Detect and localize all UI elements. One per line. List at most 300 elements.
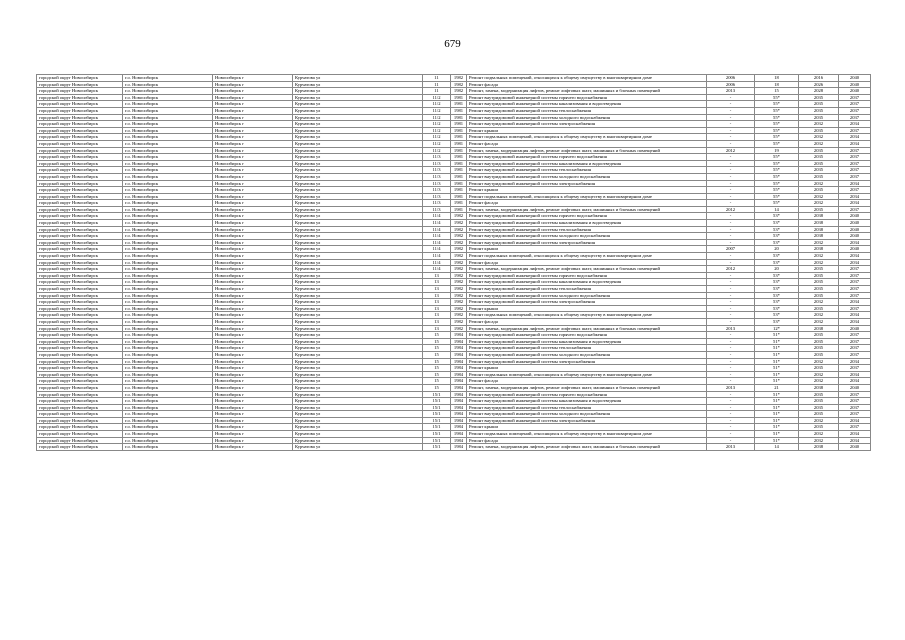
house-number-cell: 11/2 bbox=[423, 121, 451, 128]
house-number-cell: 11/2 bbox=[423, 114, 451, 121]
work-type-cell: Ремонт внутридомовой инженерной системы горячего водоснабжения bbox=[467, 272, 707, 279]
table-row bbox=[37, 140, 871, 147]
plan-end-year-cell: 2037 bbox=[839, 365, 871, 372]
service-life-cell: 55* bbox=[755, 134, 799, 141]
work-type-cell: Ремонт подвальных помещений, относящихся к общему имуществу в многоквартирном доме bbox=[467, 134, 707, 141]
plan-start-year-cell: 2035 bbox=[799, 266, 839, 273]
last-repair-year-cell: - bbox=[707, 173, 755, 180]
plan-end-year-cell: 2037 bbox=[839, 286, 871, 293]
plan-end-year-cell: 2034 bbox=[839, 239, 871, 246]
service-life-cell: 53* bbox=[755, 259, 799, 266]
work-type-cell: Ремонт фасада bbox=[467, 259, 707, 266]
service-life-cell: 51* bbox=[755, 332, 799, 339]
house-number-cell: 11/2 bbox=[423, 94, 451, 101]
settlement-cell: г.о. Новосибирск bbox=[123, 140, 213, 147]
house-number-cell: 13 bbox=[423, 292, 451, 299]
municipality-cell: городской округ Новосибирск bbox=[37, 318, 123, 325]
municipality-cell: городской округ Новосибирск bbox=[37, 398, 123, 405]
build-year-cell: 1982 bbox=[451, 246, 467, 253]
plan-start-year-cell: 2038 bbox=[799, 444, 839, 451]
city-cell: Новосибирск г bbox=[213, 444, 293, 451]
build-year-cell: 1984 bbox=[451, 417, 467, 424]
plan-start-year-cell: 2032 bbox=[799, 259, 839, 266]
street-cell: Курчатова ул bbox=[293, 114, 423, 121]
work-type-cell: Ремонт крыши bbox=[467, 187, 707, 194]
city-cell: Новосибирск г bbox=[213, 391, 293, 398]
build-year-cell: 1982 bbox=[451, 312, 467, 319]
work-type-cell: Ремонт внутридомовой инженерной системы теплоснабжения bbox=[467, 226, 707, 233]
city-cell: Новосибирск г bbox=[213, 107, 293, 114]
settlement-cell: г.о. Новосибирск bbox=[123, 378, 213, 385]
municipality-cell: городской округ Новосибирск bbox=[37, 279, 123, 286]
work-type-cell: Ремонт крыши bbox=[467, 305, 707, 312]
last-repair-year-cell: - bbox=[707, 398, 755, 405]
work-type-cell: Ремонт внутридомовой инженерной системы холодного водоснабжения bbox=[467, 114, 707, 121]
table-row bbox=[37, 378, 871, 385]
plan-end-year-cell: 2034 bbox=[839, 193, 871, 200]
plan-start-year-cell: 2038 bbox=[799, 220, 839, 227]
service-life-cell: 55* bbox=[755, 121, 799, 128]
house-number-cell: 15/1 bbox=[423, 404, 451, 411]
work-type-cell: Ремонт внутридомовой инженерной системы теплоснабжения bbox=[467, 286, 707, 293]
work-type-cell: Ремонт крыши bbox=[467, 127, 707, 134]
work-type-cell: Ремонт внутридомовой инженерной системы электроснабжения bbox=[467, 180, 707, 187]
municipality-cell: городской округ Новосибирск bbox=[37, 114, 123, 121]
table-row bbox=[37, 338, 871, 345]
settlement-cell: г.о. Новосибирск bbox=[123, 134, 213, 141]
municipality-cell: городской округ Новосибирск bbox=[37, 121, 123, 128]
plan-end-year-cell: 2037 bbox=[839, 101, 871, 108]
plan-end-year-cell: 2037 bbox=[839, 292, 871, 299]
work-type-cell: Ремонт фасада bbox=[467, 318, 707, 325]
house-number-cell: 11/4 bbox=[423, 253, 451, 260]
house-number-cell: 11/4 bbox=[423, 213, 451, 220]
plan-end-year-cell: 2034 bbox=[839, 180, 871, 187]
settlement-cell: г.о. Новосибирск bbox=[123, 147, 213, 154]
house-number-cell: 15/1 bbox=[423, 444, 451, 451]
settlement-cell: г.о. Новосибирск bbox=[123, 299, 213, 306]
house-number-cell: 13 bbox=[423, 305, 451, 312]
city-cell: Новосибирск г bbox=[213, 246, 293, 253]
city-cell: Новосибирск г bbox=[213, 160, 293, 167]
house-number-cell: 11/3 bbox=[423, 206, 451, 213]
plan-start-year-cell: 2035 bbox=[799, 154, 839, 161]
table-row bbox=[37, 114, 871, 121]
last-repair-year-cell: 2006 bbox=[707, 81, 755, 88]
last-repair-year-cell: - bbox=[707, 193, 755, 200]
house-number-cell: 15 bbox=[423, 378, 451, 385]
city-cell: Новосибирск г bbox=[213, 424, 293, 431]
plan-end-year-cell: 2037 bbox=[839, 279, 871, 286]
plan-start-year-cell: 2035 bbox=[799, 101, 839, 108]
service-life-cell: 55* bbox=[755, 154, 799, 161]
plan-start-year-cell: 2032 bbox=[799, 193, 839, 200]
plan-start-year-cell: 2028 bbox=[799, 88, 839, 95]
service-life-cell: 55* bbox=[755, 94, 799, 101]
city-cell: Новосибирск г bbox=[213, 180, 293, 187]
plan-end-year-cell: 2037 bbox=[839, 411, 871, 418]
work-type-cell: Ремонт внутридомовой инженерной системы электроснабжения bbox=[467, 299, 707, 306]
settlement-cell: г.о. Новосибирск bbox=[123, 213, 213, 220]
table-row bbox=[37, 437, 871, 444]
house-number-cell: 13 bbox=[423, 279, 451, 286]
municipality-cell: городской округ Новосибирск bbox=[37, 239, 123, 246]
last-repair-year-cell: - bbox=[707, 180, 755, 187]
service-life-cell: 55* bbox=[755, 180, 799, 187]
work-type-cell: Ремонт подвальных помещений, относящихся к общему имуществу в многоквартирном доме bbox=[467, 312, 707, 319]
house-number-cell: 13 bbox=[423, 272, 451, 279]
street-cell: Курчатова ул bbox=[293, 444, 423, 451]
build-year-cell: 1981 bbox=[451, 180, 467, 187]
settlement-cell: г.о. Новосибирск bbox=[123, 81, 213, 88]
plan-end-year-cell: 2034 bbox=[839, 318, 871, 325]
plan-start-year-cell: 2035 bbox=[799, 272, 839, 279]
plan-start-year-cell: 2032 bbox=[799, 378, 839, 385]
municipality-cell: городской округ Новосибирск bbox=[37, 431, 123, 438]
settlement-cell: г.о. Новосибирск bbox=[123, 173, 213, 180]
plan-end-year-cell: 2037 bbox=[839, 424, 871, 431]
municipality-cell: городской округ Новосибирск bbox=[37, 88, 123, 95]
municipality-cell: городской округ Новосибирск bbox=[37, 424, 123, 431]
service-life-cell: 51* bbox=[755, 371, 799, 378]
municipality-cell: городской округ Новосибирск bbox=[37, 167, 123, 174]
work-type-cell: Ремонт внутридомовой инженерной системы электроснабжения bbox=[467, 417, 707, 424]
plan-end-year-cell: 2037 bbox=[839, 305, 871, 312]
municipality-cell: городской округ Новосибирск bbox=[37, 187, 123, 194]
street-cell: Курчатова ул bbox=[293, 167, 423, 174]
build-year-cell: 1981 bbox=[451, 206, 467, 213]
house-number-cell: 11/4 bbox=[423, 259, 451, 266]
house-number-cell: 13 bbox=[423, 325, 451, 332]
house-number-cell: 15 bbox=[423, 332, 451, 339]
plan-start-year-cell: 2038 bbox=[799, 246, 839, 253]
table-row bbox=[37, 384, 871, 391]
city-cell: Новосибирск г bbox=[213, 398, 293, 405]
house-number-cell: 11/3 bbox=[423, 154, 451, 161]
municipality-cell: городской округ Новосибирск bbox=[37, 220, 123, 227]
table-row bbox=[37, 417, 871, 424]
work-type-cell: Ремонт фасада bbox=[467, 81, 707, 88]
build-year-cell: 1981 bbox=[451, 187, 467, 194]
municipality-cell: городской округ Новосибирск bbox=[37, 371, 123, 378]
street-cell: Курчатова ул bbox=[293, 266, 423, 273]
build-year-cell: 1984 bbox=[451, 338, 467, 345]
service-life-cell: 20 bbox=[755, 266, 799, 273]
build-year-cell: 1981 bbox=[451, 114, 467, 121]
build-year-cell: 1981 bbox=[451, 94, 467, 101]
build-year-cell: 1982 bbox=[451, 266, 467, 273]
build-year-cell: 1982 bbox=[451, 318, 467, 325]
city-cell: Новосибирск г bbox=[213, 253, 293, 260]
house-number-cell: 15 bbox=[423, 384, 451, 391]
settlement-cell: г.о. Новосибирск bbox=[123, 200, 213, 207]
city-cell: Новосибирск г bbox=[213, 233, 293, 240]
municipality-cell: городской округ Новосибирск bbox=[37, 272, 123, 279]
plan-start-year-cell: 2032 bbox=[799, 431, 839, 438]
build-year-cell: 1984 bbox=[451, 345, 467, 352]
house-number-cell: 11 bbox=[423, 81, 451, 88]
work-type-cell: Ремонт подвальных помещений, относящихся к общему имуществу в многоквартирном доме bbox=[467, 431, 707, 438]
settlement-cell: г.о. Новосибирск bbox=[123, 253, 213, 260]
municipality-cell: городской округ Новосибирск bbox=[37, 75, 123, 82]
build-year-cell: 1982 bbox=[451, 325, 467, 332]
settlement-cell: г.о. Новосибирск bbox=[123, 154, 213, 161]
municipality-cell: городской округ Новосибирск bbox=[37, 127, 123, 134]
house-number-cell: 15/1 bbox=[423, 424, 451, 431]
house-number-cell: 13 bbox=[423, 286, 451, 293]
settlement-cell: г.о. Новосибирск bbox=[123, 398, 213, 405]
last-repair-year-cell: - bbox=[707, 338, 755, 345]
work-type-cell: Ремонт внутридомовой инженерной системы горячего водоснабжения bbox=[467, 94, 707, 101]
table-row bbox=[37, 312, 871, 319]
build-year-cell: 1981 bbox=[451, 107, 467, 114]
street-cell: Курчатова ул bbox=[293, 75, 423, 82]
municipality-cell: городской округ Новосибирск bbox=[37, 325, 123, 332]
service-life-cell: 18 bbox=[755, 81, 799, 88]
last-repair-year-cell: - bbox=[707, 286, 755, 293]
settlement-cell: г.о. Новосибирск bbox=[123, 127, 213, 134]
plan-end-year-cell: 2034 bbox=[839, 358, 871, 365]
work-type-cell: Ремонт подвальных помещений, относящихся к общему имуществу в многоквартирном доме bbox=[467, 253, 707, 260]
build-year-cell: 1984 bbox=[451, 424, 467, 431]
service-life-cell: 55* bbox=[755, 101, 799, 108]
plan-end-year-cell: 2040 bbox=[839, 75, 871, 82]
city-cell: Новосибирск г bbox=[213, 101, 293, 108]
build-year-cell: 1982 bbox=[451, 226, 467, 233]
work-type-cell: Ремонт фасада bbox=[467, 140, 707, 147]
plan-end-year-cell: 2037 bbox=[839, 127, 871, 134]
city-cell: Новосибирск г bbox=[213, 134, 293, 141]
street-cell: Курчатова ул bbox=[293, 398, 423, 405]
house-number-cell: 15 bbox=[423, 345, 451, 352]
plan-start-year-cell: 2032 bbox=[799, 140, 839, 147]
house-number-cell: 15/1 bbox=[423, 391, 451, 398]
service-life-cell: 51* bbox=[755, 358, 799, 365]
municipality-cell: городской округ Новосибирск bbox=[37, 147, 123, 154]
last-repair-year-cell: - bbox=[707, 253, 755, 260]
city-cell: Новосибирск г bbox=[213, 187, 293, 194]
plan-end-year-cell: 2037 bbox=[839, 167, 871, 174]
municipality-cell: городской округ Новосибирск bbox=[37, 200, 123, 207]
plan-end-year-cell: 2040 bbox=[839, 384, 871, 391]
work-type-cell: Ремонт крыши bbox=[467, 424, 707, 431]
municipality-cell: городской округ Новосибирск bbox=[37, 173, 123, 180]
service-life-cell: 53* bbox=[755, 253, 799, 260]
work-type-cell: Ремонт крыши bbox=[467, 365, 707, 372]
table-row bbox=[37, 75, 871, 82]
settlement-cell: г.о. Новосибирск bbox=[123, 226, 213, 233]
table-row bbox=[37, 292, 871, 299]
street-cell: Курчатова ул bbox=[293, 358, 423, 365]
build-year-cell: 1984 bbox=[451, 378, 467, 385]
last-repair-year-cell: - bbox=[707, 272, 755, 279]
work-type-cell: Ремонт внутридомовой инженерной системы канализования и водоотведения bbox=[467, 338, 707, 345]
work-type-cell: Ремонт подвальных помещений, относящихся к общему имуществу в многоквартирном доме bbox=[467, 193, 707, 200]
plan-start-year-cell: 2035 bbox=[799, 286, 839, 293]
street-cell: Курчатова ул bbox=[293, 384, 423, 391]
plan-start-year-cell: 2038 bbox=[799, 226, 839, 233]
build-year-cell: 1982 bbox=[451, 239, 467, 246]
work-type-cell: Ремонт фасада bbox=[467, 200, 707, 207]
work-type-cell: Ремонт внутридомовой инженерной системы горячего водоснабжения bbox=[467, 391, 707, 398]
street-cell: Курчатова ул bbox=[293, 272, 423, 279]
work-type-cell: Ремонт внутридомовой инженерной системы холодного водоснабжения bbox=[467, 292, 707, 299]
settlement-cell: г.о. Новосибирск bbox=[123, 286, 213, 293]
plan-start-year-cell: 2035 bbox=[799, 107, 839, 114]
table-row bbox=[37, 160, 871, 167]
last-repair-year-cell: - bbox=[707, 391, 755, 398]
last-repair-year-cell: - bbox=[707, 233, 755, 240]
service-life-cell: 55* bbox=[755, 187, 799, 194]
table-row bbox=[37, 391, 871, 398]
house-number-cell: 11/4 bbox=[423, 266, 451, 273]
municipality-cell: городской округ Новосибирск bbox=[37, 259, 123, 266]
service-life-cell: 55* bbox=[755, 200, 799, 207]
street-cell: Курчатова ул bbox=[293, 154, 423, 161]
plan-end-year-cell: 2037 bbox=[839, 94, 871, 101]
municipality-cell: городской округ Новосибирск bbox=[37, 253, 123, 260]
plan-start-year-cell: 2035 bbox=[799, 94, 839, 101]
city-cell: Новосибирск г bbox=[213, 371, 293, 378]
plan-end-year-cell: 2037 bbox=[839, 147, 871, 154]
plan-end-year-cell: 2040 bbox=[839, 213, 871, 220]
table-row bbox=[37, 371, 871, 378]
plan-start-year-cell: 2035 bbox=[799, 305, 839, 312]
settlement-cell: г.о. Новосибирск bbox=[123, 193, 213, 200]
service-life-cell: 53* bbox=[755, 286, 799, 293]
last-repair-year-cell: - bbox=[707, 345, 755, 352]
service-life-cell: 19 bbox=[755, 147, 799, 154]
service-life-cell: 53* bbox=[755, 233, 799, 240]
table-row bbox=[37, 305, 871, 312]
city-cell: Новосибирск г bbox=[213, 206, 293, 213]
street-cell: Курчатова ул bbox=[293, 94, 423, 101]
last-repair-year-cell: - bbox=[707, 226, 755, 233]
last-repair-year-cell: - bbox=[707, 378, 755, 385]
last-repair-year-cell: 2012 bbox=[707, 206, 755, 213]
street-cell: Курчатова ул bbox=[293, 318, 423, 325]
plan-start-year-cell: 2035 bbox=[799, 345, 839, 352]
build-year-cell: 1984 bbox=[451, 351, 467, 358]
last-repair-year-cell: - bbox=[707, 220, 755, 227]
city-cell: Новосибирск г bbox=[213, 81, 293, 88]
city-cell: Новосибирск г bbox=[213, 417, 293, 424]
table-row bbox=[37, 279, 871, 286]
work-type-cell: Ремонт внутридомовой инженерной системы канализования и водоотведения bbox=[467, 220, 707, 227]
house-number-cell: 11 bbox=[423, 75, 451, 82]
plan-start-year-cell: 2035 bbox=[799, 404, 839, 411]
last-repair-year-cell: - bbox=[707, 107, 755, 114]
municipality-cell: городской округ Новосибирск bbox=[37, 101, 123, 108]
city-cell: Новосибирск г bbox=[213, 351, 293, 358]
plan-start-year-cell: 2026 bbox=[799, 81, 839, 88]
build-year-cell: 1981 bbox=[451, 121, 467, 128]
settlement-cell: г.о. Новосибирск bbox=[123, 325, 213, 332]
plan-end-year-cell: 2037 bbox=[839, 206, 871, 213]
build-year-cell: 1982 bbox=[451, 213, 467, 220]
plan-start-year-cell: 2032 bbox=[799, 200, 839, 207]
build-year-cell: 1984 bbox=[451, 411, 467, 418]
municipality-cell: городской округ Новосибирск bbox=[37, 305, 123, 312]
plan-end-year-cell: 2040 bbox=[839, 444, 871, 451]
house-number-cell: 11/4 bbox=[423, 220, 451, 227]
service-life-cell: 55* bbox=[755, 193, 799, 200]
service-life-cell: 51* bbox=[755, 345, 799, 352]
build-year-cell: 1982 bbox=[451, 81, 467, 88]
house-number-cell: 11/3 bbox=[423, 187, 451, 194]
plan-end-year-cell: 2040 bbox=[839, 88, 871, 95]
build-year-cell: 1982 bbox=[451, 299, 467, 306]
city-cell: Новосибирск г bbox=[213, 384, 293, 391]
build-year-cell: 1982 bbox=[451, 233, 467, 240]
table-row bbox=[37, 193, 871, 200]
service-life-cell: 55* bbox=[755, 140, 799, 147]
work-type-cell: Ремонт внутридомовой инженерной системы электроснабжения bbox=[467, 121, 707, 128]
table-row bbox=[37, 398, 871, 405]
table-row bbox=[37, 226, 871, 233]
city-cell: Новосибирск г bbox=[213, 431, 293, 438]
plan-start-year-cell: 2032 bbox=[799, 134, 839, 141]
municipality-cell: городской округ Новосибирск bbox=[37, 338, 123, 345]
street-cell: Курчатова ул bbox=[293, 88, 423, 95]
municipality-cell: городской округ Новосибирск bbox=[37, 417, 123, 424]
service-life-cell: 53* bbox=[755, 220, 799, 227]
city-cell: Новосибирск г bbox=[213, 378, 293, 385]
street-cell: Курчатова ул bbox=[293, 213, 423, 220]
street-cell: Курчатова ул bbox=[293, 246, 423, 253]
street-cell: Курчатова ул bbox=[293, 286, 423, 293]
plan-start-year-cell: 2035 bbox=[799, 187, 839, 194]
house-number-cell: 15/1 bbox=[423, 411, 451, 418]
plan-end-year-cell: 2040 bbox=[839, 246, 871, 253]
municipality-cell: городской округ Новосибирск bbox=[37, 384, 123, 391]
table-row bbox=[37, 94, 871, 101]
municipality-cell: городской округ Новосибирск bbox=[37, 312, 123, 319]
table-row bbox=[37, 167, 871, 174]
house-number-cell: 11 bbox=[423, 88, 451, 95]
settlement-cell: г.о. Новосибирск bbox=[123, 187, 213, 194]
work-type-cell: Ремонт внутридомовой инженерной системы канализования и водоотведения bbox=[467, 101, 707, 108]
table-row bbox=[37, 318, 871, 325]
house-number-cell: 13 bbox=[423, 299, 451, 306]
repair-schedule-table-wrapper bbox=[36, 74, 870, 451]
house-number-cell: 15/1 bbox=[423, 437, 451, 444]
last-repair-year-cell: - bbox=[707, 140, 755, 147]
plan-start-year-cell: 2038 bbox=[799, 213, 839, 220]
street-cell: Курчатова ул bbox=[293, 345, 423, 352]
last-repair-year-cell: - bbox=[707, 365, 755, 372]
plan-end-year-cell: 2034 bbox=[839, 437, 871, 444]
street-cell: Курчатова ул bbox=[293, 259, 423, 266]
last-repair-year-cell: 2013 bbox=[707, 325, 755, 332]
settlement-cell: г.о. Новосибирск bbox=[123, 167, 213, 174]
settlement-cell: г.о. Новосибирск bbox=[123, 246, 213, 253]
build-year-cell: 1984 bbox=[451, 391, 467, 398]
service-life-cell: 53* bbox=[755, 279, 799, 286]
city-cell: Новосибирск г bbox=[213, 173, 293, 180]
street-cell: Курчатова ул bbox=[293, 253, 423, 260]
settlement-cell: г.о. Новосибирск bbox=[123, 318, 213, 325]
plan-start-year-cell: 2032 bbox=[799, 371, 839, 378]
plan-end-year-cell: 2037 bbox=[839, 338, 871, 345]
service-life-cell: 53* bbox=[755, 292, 799, 299]
house-number-cell: 15 bbox=[423, 371, 451, 378]
municipality-cell: городской округ Новосибирск bbox=[37, 246, 123, 253]
plan-end-year-cell: 2040 bbox=[839, 226, 871, 233]
city-cell: Новосибирск г bbox=[213, 154, 293, 161]
build-year-cell: 1984 bbox=[451, 404, 467, 411]
service-life-cell: 53* bbox=[755, 213, 799, 220]
